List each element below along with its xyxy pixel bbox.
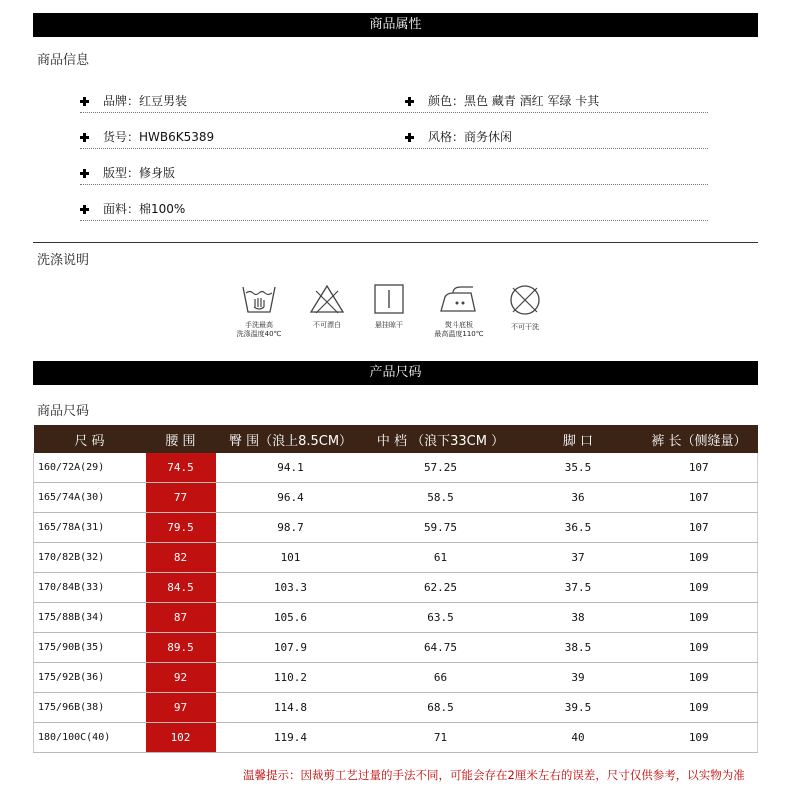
cell-hip: 96.4: [216, 483, 366, 513]
attr-brand: [80, 92, 187, 109]
size-heading: 商品尺码: [37, 404, 90, 419]
cell-hip: 105.6: [216, 603, 366, 633]
care-hand-wash: [224, 283, 294, 339]
wash-instructions-heading: 洗涤说明: [37, 253, 90, 268]
cell-length: 109: [641, 603, 758, 633]
cell-size: 180/100C(40): [34, 723, 146, 753]
cell-length: 107: [641, 513, 758, 543]
col-header-hip: 臀 围（浪上8.5CM）: [216, 425, 366, 453]
plus-icon: [80, 133, 89, 142]
cell-leg-opening: 37.5: [516, 573, 641, 603]
plus-icon: [80, 169, 89, 178]
cell-size: 165/74A(30): [34, 483, 146, 513]
cell-hip: 107.9: [216, 633, 366, 663]
section-divider: [33, 242, 758, 243]
cell-size: 170/84B(33): [34, 573, 146, 603]
cell-waist: 97: [146, 693, 216, 723]
attr-style-text: 风格：商务休闲: [428, 130, 513, 144]
size-table-header: [34, 425, 758, 453]
cell-hip: 110.2: [216, 663, 366, 693]
cell-size: 160/72A(29): [34, 453, 146, 483]
dotted-divider: [80, 148, 708, 149]
attr-item-no: [80, 128, 214, 145]
attr-fabric-text: 面料：棉100%: [103, 202, 186, 216]
cell-leg-opening: 36: [516, 483, 641, 513]
attr-color-text: 颜色：黑色 藏青 酒红 军绿 卡其: [428, 94, 600, 108]
attr-style: [405, 128, 512, 145]
cell-leg-opening: 37: [516, 543, 641, 573]
cell-size: 175/90B(35): [34, 633, 146, 663]
col-header-size: 尺 码: [34, 425, 146, 453]
cell-thigh: 66: [366, 663, 516, 693]
cell-thigh: 63.5: [366, 603, 516, 633]
cell-hip: 98.7: [216, 513, 366, 543]
hang-dry-icon: [370, 283, 408, 315]
col-header-length: 裤 长（侧缝量）: [641, 425, 758, 453]
cell-waist: 74.5: [146, 453, 216, 483]
dotted-divider: [80, 112, 708, 113]
cell-length: 109: [641, 693, 758, 723]
cell-leg-opening: 38.5: [516, 633, 641, 663]
table-row: [34, 723, 758, 753]
cell-waist: 77: [146, 483, 216, 513]
attr-brand-text: 品牌：红豆男装: [103, 94, 188, 108]
attr-fit-text: 版型：修身版: [103, 166, 176, 180]
cell-size: 175/88B(34): [34, 603, 146, 633]
size-table: [33, 425, 758, 753]
cell-length: 109: [641, 723, 758, 753]
product-info-heading: 商品信息: [37, 53, 90, 68]
care-caption: 熨斗底板 最高温度110℃: [434, 321, 484, 338]
plus-icon: [80, 205, 89, 214]
cell-size: 175/96B(38): [34, 693, 146, 723]
hand-wash-icon: [240, 283, 278, 315]
cell-length: 107: [641, 483, 758, 513]
iron-icon: [437, 283, 481, 315]
table-row: [34, 513, 758, 543]
cell-leg-opening: 35.5: [516, 453, 641, 483]
no-dry-clean-icon: [506, 283, 544, 317]
table-row: [34, 483, 758, 513]
cell-length: 109: [641, 663, 758, 693]
cell-thigh: 61: [366, 543, 516, 573]
table-row: [34, 663, 758, 693]
plus-icon: [405, 133, 414, 142]
dotted-divider: [80, 220, 708, 221]
care-caption: 不可干洗: [511, 323, 539, 331]
cell-length: 107: [641, 453, 758, 483]
cell-waist: 84.5: [146, 573, 216, 603]
no-bleach-icon: [308, 283, 346, 315]
cell-thigh: 59.75: [366, 513, 516, 543]
cell-thigh: 64.75: [366, 633, 516, 663]
cell-length: 109: [641, 543, 758, 573]
table-row: [34, 543, 758, 573]
table-row: [34, 603, 758, 633]
attr-fit: [80, 164, 175, 181]
size-disclaimer: 温馨提示：因裁剪工艺过量的手法不同，可能会存在2厘米左右的误差，尺寸仅供参考，以实物为准: [243, 768, 745, 782]
table-row: [34, 633, 758, 663]
care-caption: 手洗最高 洗涤温度40℃: [236, 321, 282, 338]
cell-waist: 89.5: [146, 633, 216, 663]
care-caption: 悬挂晾干: [375, 321, 403, 329]
cell-hip: 94.1: [216, 453, 366, 483]
cell-waist: 87: [146, 603, 216, 633]
cell-waist: 92: [146, 663, 216, 693]
table-row: [34, 573, 758, 603]
attr-color: [405, 92, 599, 109]
care-iron: [424, 283, 494, 339]
cell-length: 109: [641, 573, 758, 603]
cell-leg-opening: 38: [516, 603, 641, 633]
cell-thigh: 68.5: [366, 693, 516, 723]
cell-thigh: 57.25: [366, 453, 516, 483]
cell-size: 165/78A(31): [34, 513, 146, 543]
dotted-divider: [80, 184, 708, 185]
cell-waist: 82: [146, 543, 216, 573]
attr-item-no-text: 货号：HWB6K5389: [103, 130, 215, 144]
cell-hip: 119.4: [216, 723, 366, 753]
cell-thigh: 71: [366, 723, 516, 753]
cell-hip: 101: [216, 543, 366, 573]
attributes-section-bar: 商品属性: [33, 13, 758, 37]
cell-thigh: 62.25: [366, 573, 516, 603]
plus-icon: [405, 97, 414, 106]
cell-size: 170/82B(32): [34, 543, 146, 573]
cell-leg-opening: 36.5: [516, 513, 641, 543]
size-section-bar: 产品尺码: [33, 361, 758, 385]
cell-leg-opening: 39: [516, 663, 641, 693]
cell-leg-opening: 39.5: [516, 693, 641, 723]
cell-waist: 79.5: [146, 513, 216, 543]
cell-waist: 102: [146, 723, 216, 753]
table-row: [34, 693, 758, 723]
care-caption: 不可漂白: [313, 321, 341, 329]
cell-length: 109: [641, 633, 758, 663]
cell-thigh: 58.5: [366, 483, 516, 513]
cell-hip: 103.3: [216, 573, 366, 603]
care-no-bleach: [292, 283, 362, 330]
col-header-waist: 腰 围: [146, 425, 216, 453]
col-header-thigh: 中 档 （浪下33CM ）: [366, 425, 516, 453]
size-table-body: [34, 453, 758, 753]
care-no-dry-clean: [490, 283, 560, 332]
table-row: [34, 453, 758, 483]
cell-leg-opening: 40: [516, 723, 641, 753]
col-header-leg-opening: 脚 口: [516, 425, 641, 453]
care-hang-dry: [354, 283, 424, 330]
attr-fabric: [80, 200, 185, 217]
plus-icon: [80, 97, 89, 106]
cell-hip: 114.8: [216, 693, 366, 723]
cell-size: 175/92B(36): [34, 663, 146, 693]
